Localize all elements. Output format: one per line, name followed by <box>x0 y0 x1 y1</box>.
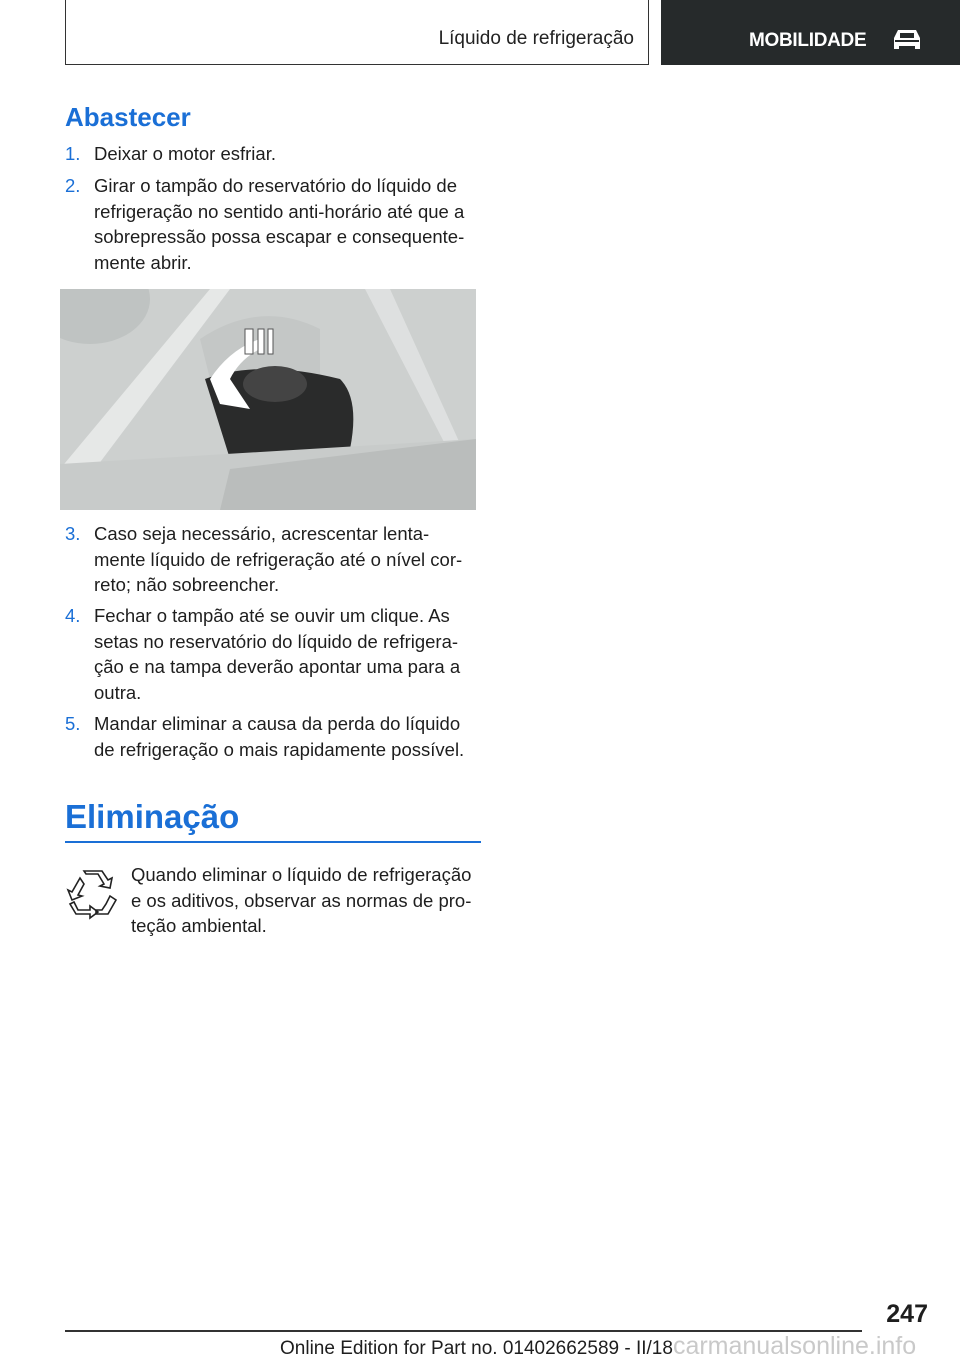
chapter-tab <box>661 0 960 65</box>
section-title: Líquido de refrigeração <box>438 28 634 49</box>
page-number: 247 <box>886 1300 928 1328</box>
step-text: refrigeração no sentido anti-horário até que a <box>94 200 465 222</box>
car-icon <box>891 27 923 53</box>
watermark: carmanualsonline.info <box>672 1332 917 1360</box>
heading-rule <box>65 841 481 843</box>
step-number: 3. <box>65 523 81 544</box>
note-text: Quando eliminar o líquido de refrigeração <box>131 864 472 885</box>
step-text: reto; não sobreencher. <box>94 574 280 595</box>
step-text: sobrepressão possa escapar e consequente- <box>94 226 465 247</box>
step-number: 1. <box>65 143 81 164</box>
step-number: 5. <box>65 713 81 734</box>
step-number: 4. <box>65 605 81 626</box>
edition-text: Online Edition for Part no. 01402662589 - II/18 <box>280 1338 673 1359</box>
recycle-icon <box>66 868 118 920</box>
heading-eliminacao: Eliminação <box>65 798 240 835</box>
coolant-cap-illustration <box>60 289 476 510</box>
step-text: mente abrir. <box>94 251 192 273</box>
step-text: Caso seja necessário, acrescentar lenta- <box>94 523 430 544</box>
header-box <box>65 0 649 65</box>
step-text: mente líquido de refrigeração até o nível cor- <box>94 548 463 570</box>
step-text: Girar o tampão do reservatório do líquido de <box>94 175 458 196</box>
step-text: ção e na tampa deverão apontar uma para a <box>94 656 461 677</box>
heading-abastecer: Abastecer <box>65 102 191 132</box>
step-text: setas no reservatório do líquido de refrigera- <box>94 630 459 652</box>
step-text: Deixar o motor esfriar. <box>94 143 276 164</box>
step-text: de refrigeração o mais rapidamente possível. <box>94 738 465 760</box>
note-text: teção ambiental. <box>131 915 267 936</box>
disposal-note <box>131 862 471 939</box>
step-text: Fechar o tampão até se ouvir um clique. As <box>94 605 450 626</box>
chapter-label: MOBILIDADE <box>749 30 867 51</box>
step-text: Mandar eliminar a causa da perda do líquido <box>94 713 461 734</box>
step-text: outra. <box>94 681 142 703</box>
note-text: e os aditivos, observar as normas de pro- <box>131 889 472 911</box>
footer <box>280 1332 916 1361</box>
step-number: 2. <box>65 175 81 196</box>
